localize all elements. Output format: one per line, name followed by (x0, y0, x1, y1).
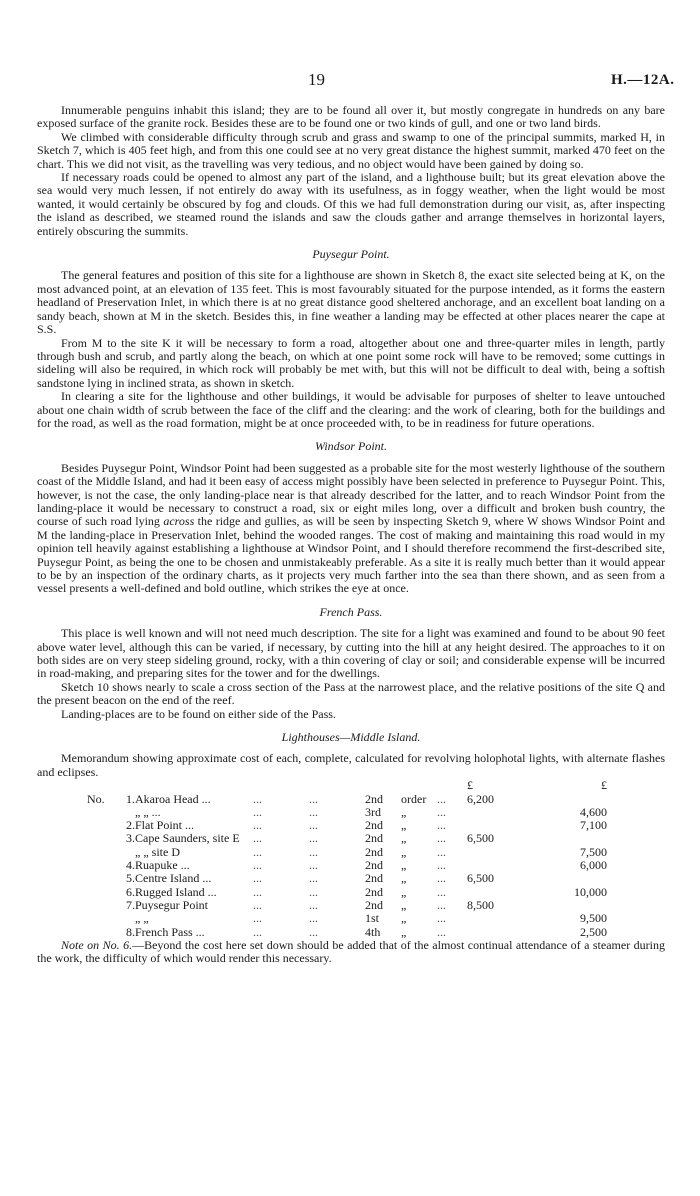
order-ditto: „ (401, 871, 407, 886)
currency-header: £ (467, 778, 473, 793)
cost-first-column: 6,500 (467, 871, 494, 886)
table-row (87, 832, 607, 845)
table-row (87, 793, 607, 806)
leader-dots: ... (437, 844, 446, 859)
cost-first-column (467, 819, 537, 832)
table-row (87, 806, 607, 819)
cost-second-column (537, 793, 607, 806)
paragraph: In clearing a site for the lighthouse and other buildings, it would be advisable for purposes of shelter to leave untouched about one chain width of scrub between the face of the cliff and the clearing: and the work of clearing, both for the buildings and for the road, as well as the road formation, might be at once proceeded with, to be in readiness for future operations. (37, 389, 665, 430)
section-heading-lighthouses: Lighthouses—Middle Island. (281, 730, 421, 745)
lighthouse-name: „ „ ... (135, 804, 161, 819)
light-order: 2nd (365, 844, 383, 859)
cost-second-column: 7,100 (580, 818, 607, 833)
leader-dots: ... (437, 924, 446, 939)
row-number-prefix (87, 912, 119, 925)
lighthouse-name: Flat Point ... (135, 818, 195, 833)
leader-dots: ... (437, 818, 446, 833)
lighthouse-name: French Pass ... (135, 924, 205, 939)
paragraph: We climbed with considerable difficulty through scrub and grass and swamp to one of the principal summits, marked H, in Sketch 7, which is 405 feet high, and from this one could see at no very great distance the highest summit, marked 470 feet on the chart. This we did not visit, as the travelling was very tedious, and no object would have been gained by doing so. (37, 129, 665, 171)
leader-dots: ... (309, 911, 318, 926)
row-number-prefix (87, 899, 119, 912)
row-number-prefix (87, 859, 119, 872)
leader-dots: ... (309, 818, 318, 833)
leader-dots: ... (253, 804, 262, 819)
table-row (87, 912, 607, 925)
emphasis: across (163, 514, 195, 529)
text-run: Besides Puysegur Point, Windsor Point had been suggested as a probable site for the most westerly lighthouse of the southern coast of the Middle Island, and had it been easy of access might possibly have been selected in preference to Puysegur Point. This, however, is not the case, the only landing-place near is that already described for the latter, and to reach Windsor Point from the landing-place it would be necessary to construct a road, six or eight miles long, over a difficult and broken bush country, the course of such road lying (37, 460, 665, 529)
table-row (87, 926, 607, 939)
cost-first-column: 6,200 (467, 791, 494, 806)
order-ditto: „ (401, 831, 407, 846)
row-number-prefix (87, 926, 119, 939)
table-row (87, 846, 607, 859)
row-index: 7. (126, 897, 135, 912)
row-index (119, 912, 135, 925)
lighthouse-name: Puysegur Point (135, 897, 209, 912)
order-ditto: „ (401, 884, 407, 899)
paragraph: Sketch 10 shows nearly to scale a cross section of the Pass at the narrowest place, and the relative positions of the site Q and the present beacon on the end of the reef. (37, 679, 665, 708)
leader-dots: ... (437, 804, 446, 819)
leader-dots: ... (309, 897, 318, 912)
currency-header: £ (601, 778, 607, 793)
row-index (119, 806, 135, 819)
leader-dots: ... (253, 831, 262, 846)
leader-dots: ... (437, 897, 446, 912)
order-ditto: „ (401, 911, 407, 926)
row-index: 3. (126, 831, 135, 846)
order-ditto: „ (401, 858, 407, 873)
leader-dots: ... (437, 884, 446, 899)
lighthouse-name: Centre Island ... (135, 871, 212, 886)
paragraph: The general features and position of this site for a lighthouse are shown in Sketch 8, the exact site selected being at K, on the most advanced point, at an elevation of 135 feet. This is most favourably situated for the purpose intended, as it forms the eastern headland of Preservation Inlet, in which there is at no great distance good sheltered anchorage, and an excellent boat landing on a sandy beach, shown at M in the sketch. Besides this, in fine weather a landing may be effected at other places nearer the cape at S.S. (37, 268, 665, 337)
table-row (87, 872, 607, 885)
row-number-prefix (87, 886, 119, 899)
order-ditto: „ (401, 844, 407, 859)
body-text (37, 104, 665, 966)
cost-second-column (537, 872, 607, 885)
leader-dots: ... (309, 804, 318, 819)
cost-first-column (467, 846, 537, 859)
row-index: 6. (126, 884, 135, 899)
row-number-prefix (87, 806, 119, 819)
leader-dots: ... (253, 844, 262, 859)
leader-dots: ... (253, 818, 262, 833)
section-heading-puysegur: Puysegur Point. (312, 247, 390, 262)
cost-second-column (537, 899, 607, 912)
paragraph: Innumerable penguins inhabit this island; they are to be found all over it, but mostly congregate in hundreds on any bare exposed surface of the granite rock. Besides these are to be found one or two kinds of gull, and one or two land birds. (37, 103, 665, 131)
cost-second-column (537, 832, 607, 845)
light-order: 2nd (365, 818, 383, 833)
cost-first-column (467, 912, 537, 925)
lighthouse-name: „ „ site D (135, 844, 180, 859)
memorandum-intro: Memorandum showing approximate cost of each, complete, calculated for revolving holophotal lights, with alternate flashes and eclipses. (37, 751, 665, 779)
text-run: the ridge and gullies, as will be seen by inspecting Sketch 9, where W shows Windsor Point and M the landing-place in Preservation Inlet, behind the wooded ranges. The cost of making and maintaining this road would in my opinion tell heavily against establishing a lighthouse at Windsor Point, and I should therefore recommend the first-described site, Puysegur Point, as being the one to be chosen and unmistakeably preferable. As a site it is really much better than it would appear to be by an inspection of the ordinary charts, as it projects very much farther into the sea than there shown, and as seen from a vessel presents a well-defined and bold outline, which strikes the eye at once. (37, 514, 665, 596)
note-text: —Beyond the cost here set down should be added that of the almost continual attendance of a steamer during the work, the difficulty of which would render this necessary. (37, 937, 666, 966)
document-reference: H.—12A. (611, 72, 675, 88)
paragraph: If necessary roads could be opened to almost any part of the island, and a lighthouse built; but its great elevation above the sea would very much lessen, if not entirely do away with its usefulness, as in foggy weather, when the light would be most wanted, it would certainly be obscured by fog and clouds. Of this we had full demonstration during our visit, as, after inspecting the island as described, we steamed round the islands and saw the clouds gather and arrange themselves in horizontal layers, entirely obscuring the summits. (37, 170, 665, 238)
paragraph (37, 462, 665, 596)
cost-first-column (467, 859, 537, 872)
leader-dots: ... (437, 911, 446, 926)
cost-second-column: 4,600 (580, 804, 607, 819)
light-order: 2nd (365, 831, 383, 846)
leader-dots: ... (253, 884, 262, 899)
cost-second-column: 9,500 (580, 911, 607, 926)
lighthouse-name: „ „ (135, 911, 149, 926)
row-number-prefix: No. (87, 791, 105, 806)
order-ditto: „ (401, 924, 407, 939)
row-index (119, 846, 135, 859)
table-row (87, 819, 607, 832)
table-row (87, 886, 607, 899)
row-number-prefix (87, 872, 119, 885)
section-heading-french-pass: French Pass. (319, 604, 383, 619)
leader-dots: ... (309, 871, 318, 886)
light-order: 2nd (365, 897, 383, 912)
page-number: 19 (308, 70, 325, 89)
row-index: 4. (126, 858, 135, 873)
light-order: 2nd (365, 791, 383, 806)
row-index: 8. (126, 924, 135, 939)
lighthouse-name: Ruapuke ... (135, 858, 190, 873)
row-number-prefix (87, 832, 119, 845)
leader-dots: ... (437, 791, 446, 806)
note (37, 939, 665, 966)
leader-dots: ... (309, 844, 318, 859)
order-ditto: order (401, 791, 427, 806)
leader-dots: ... (437, 858, 446, 873)
leader-dots: ... (309, 791, 318, 806)
leader-dots: ... (309, 858, 318, 873)
row-number-prefix (87, 846, 119, 859)
cost-first-column (467, 806, 537, 819)
leader-dots: ... (253, 897, 262, 912)
cost-table (87, 779, 607, 939)
section-heading-windsor: Windsor Point. (314, 439, 387, 454)
cost-second-column: 6,000 (580, 858, 607, 873)
cost-second-column: 10,000 (574, 884, 607, 899)
cost-second-column: 7,500 (580, 844, 607, 859)
table-row (87, 899, 607, 912)
leader-dots: ... (253, 911, 262, 926)
leader-dots: ... (309, 884, 318, 899)
cost-first-column (467, 926, 537, 939)
leader-dots: ... (309, 924, 318, 939)
row-number-prefix (87, 819, 119, 832)
leader-dots: ... (253, 924, 262, 939)
leader-dots: ... (437, 831, 446, 846)
lighthouse-name: Akaroa Head ... (135, 791, 211, 806)
order-ditto: „ (401, 897, 407, 912)
row-index: 1. (126, 791, 135, 806)
note-label: Note on No. 6. (61, 937, 133, 952)
leader-dots: ... (437, 871, 446, 886)
cost-second-column: 2,500 (580, 924, 607, 939)
table-header-row (87, 779, 607, 792)
lighthouse-name: Cape Saunders, site E (135, 831, 240, 846)
paragraph: From M to the site K it will be necessary to form a road, altogether about one and three-quarter miles in length, partly through bush and scrub, and partly along the beach, on which at one point some rock will have to be removed; some cuttings in sideling will also be required, in which rock will probably be met with, but this will not be difficult to deal with, being a softish sandstone lying in inclined strata, as shown in sketch. (37, 335, 665, 390)
light-order: 2nd (365, 871, 383, 886)
cost-first-column: 6,500 (467, 831, 494, 846)
leader-dots: ... (253, 871, 262, 886)
cost-first-column (467, 886, 537, 899)
light-order: 2nd (365, 884, 383, 899)
cost-first-column: 8,500 (467, 897, 494, 912)
leader-dots: ... (253, 791, 262, 806)
order-ditto: „ (401, 804, 407, 819)
paragraph: Landing-places are to be found on either side of the Pass. (61, 706, 336, 721)
row-index: 5. (126, 871, 135, 886)
paragraph: This place is well known and will not need much description. The site for a light was examined and found to be about 90 feet above water level, although this can be varied, if necessary, by cutting into the hill at any height desired. The approaches to it on both sides are on very steep sideling ground, rocky, with a thin covering of clay or soil; and considerable expense will be incurred in road-making, and preparing sites for the tower and for the dwellings. (37, 626, 665, 681)
table-row (87, 859, 607, 872)
light-order: 3rd (365, 804, 381, 819)
row-index: 2. (126, 818, 135, 833)
light-order: 1st (365, 911, 380, 926)
leader-dots: ... (309, 831, 318, 846)
light-order: 2nd (365, 858, 383, 873)
order-ditto: „ (401, 818, 407, 833)
leader-dots: ... (253, 858, 262, 873)
lighthouse-name: Rugged Island ... (135, 884, 217, 899)
light-order: 4th (365, 924, 381, 939)
